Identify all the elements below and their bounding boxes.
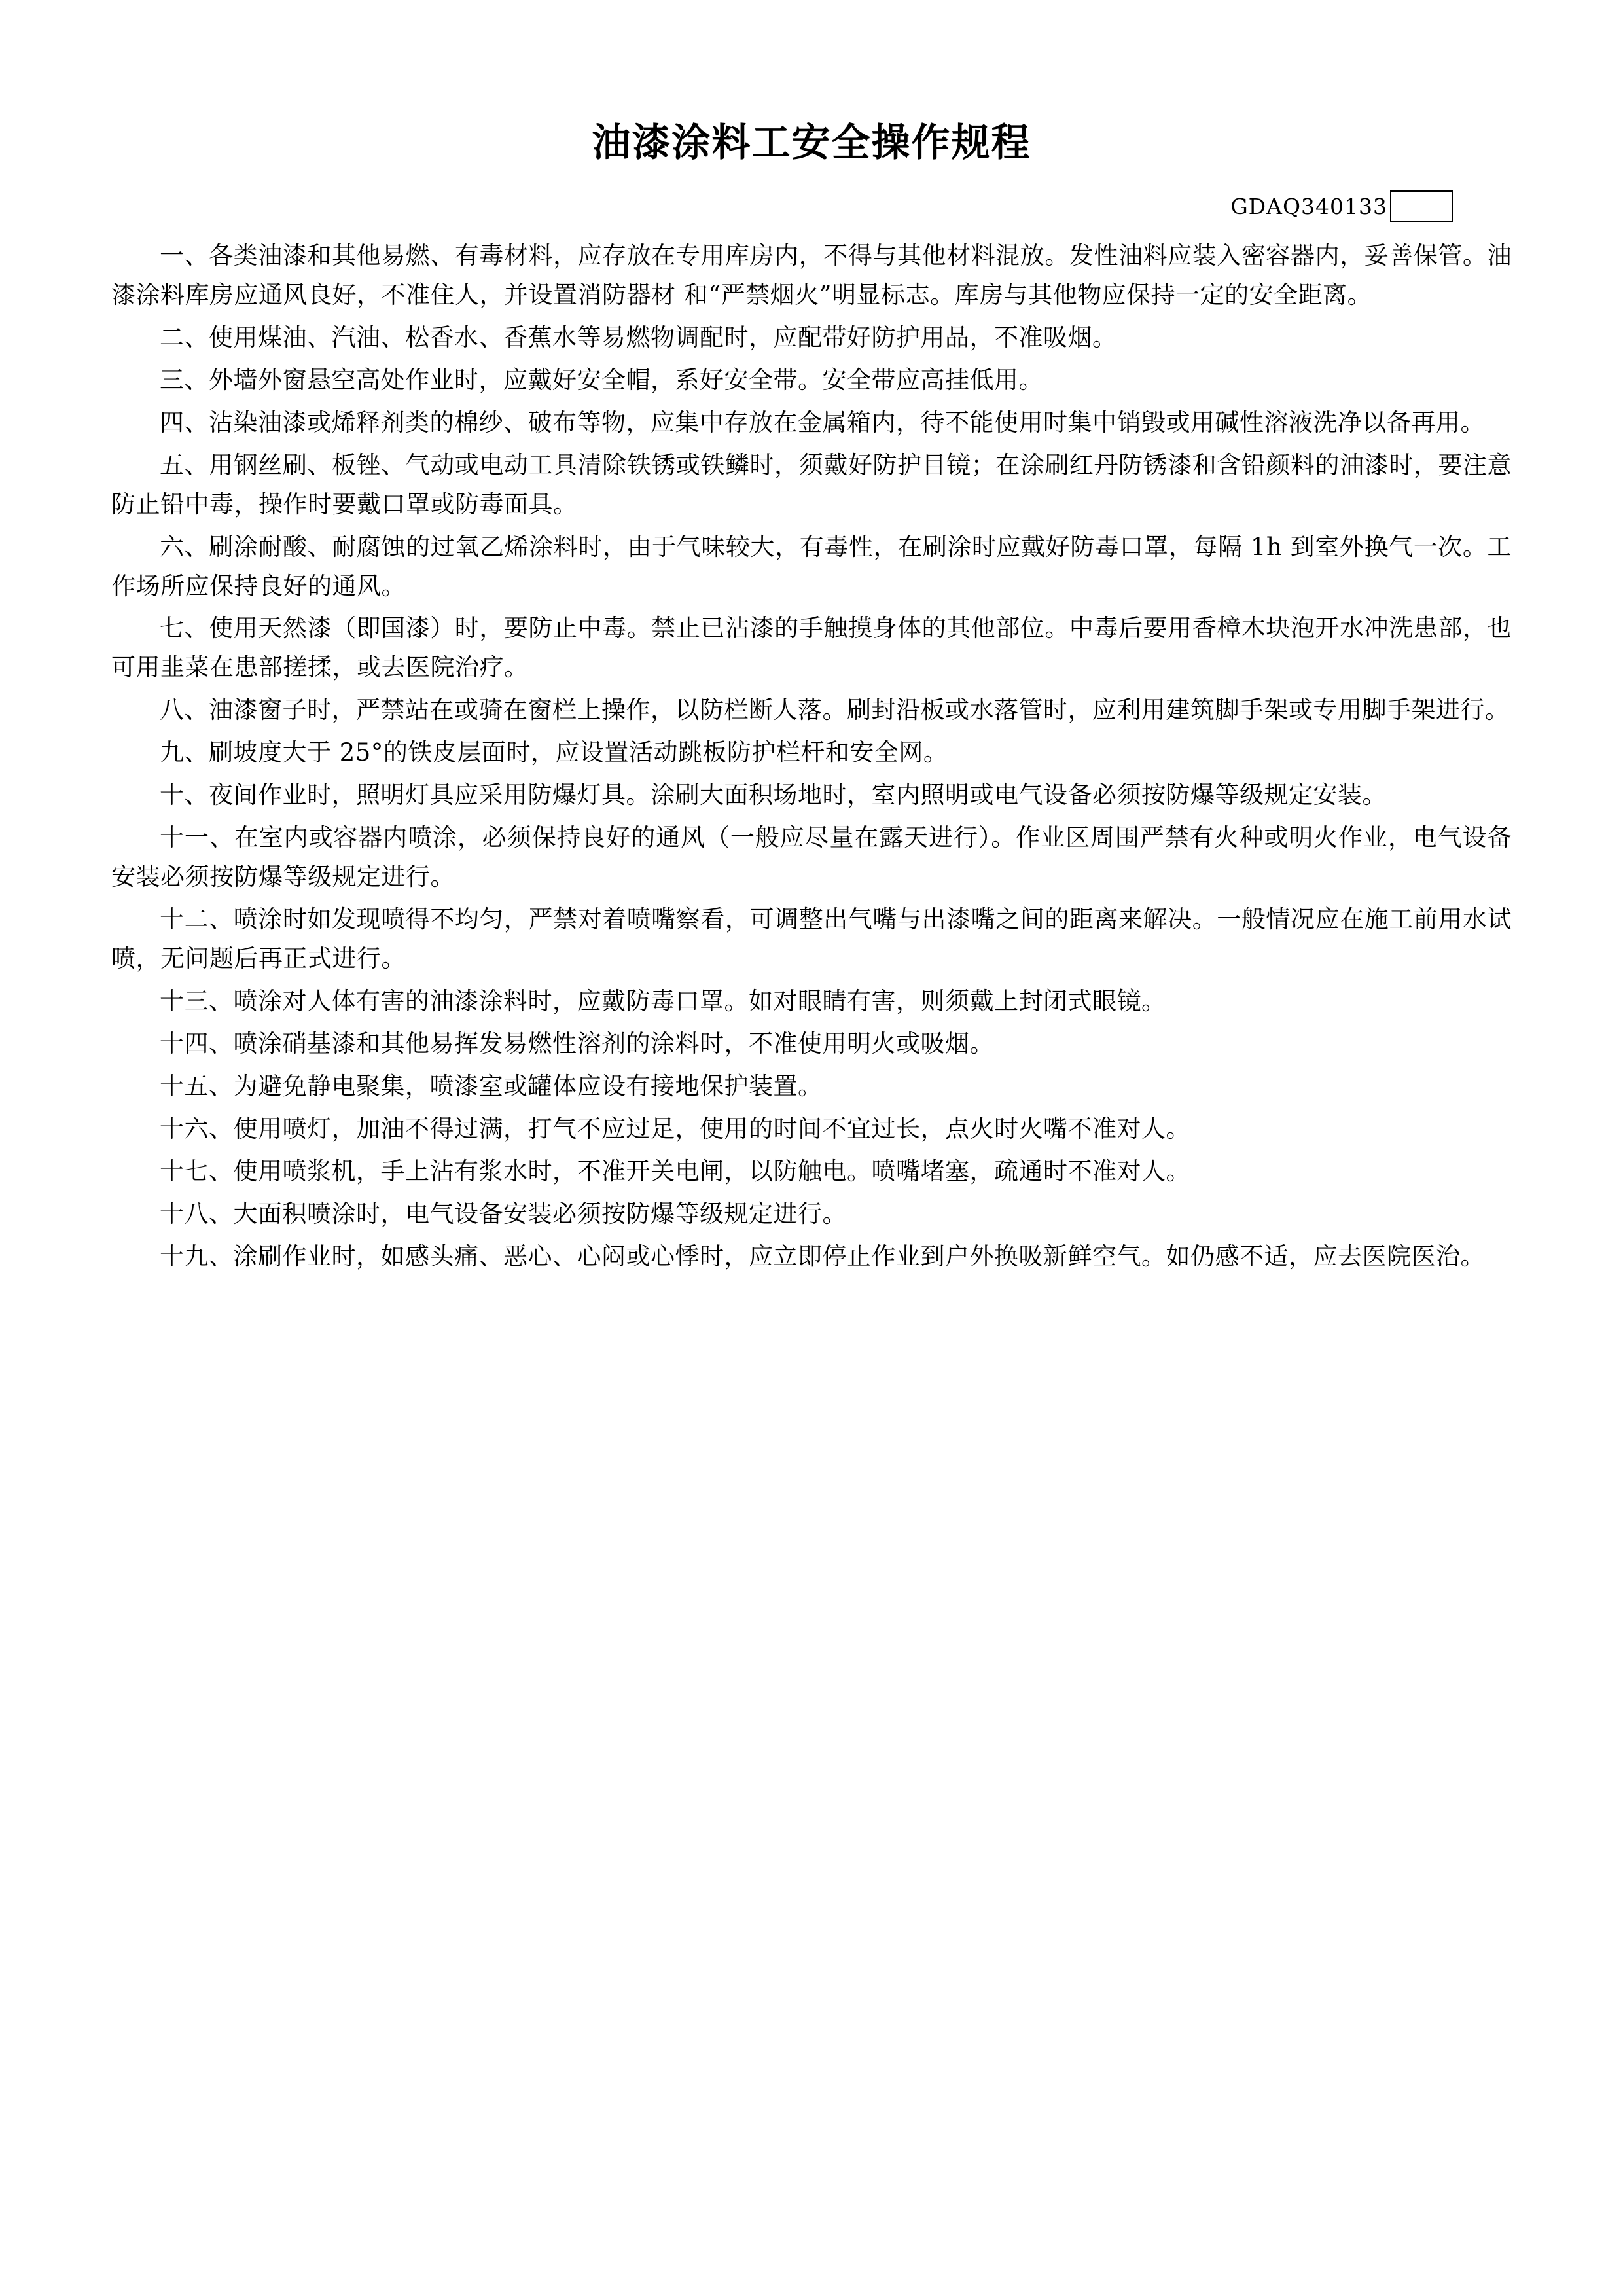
clause-paragraph: 十五、为避免静电聚集，喷漆室或罐体应设有接地保护装置。 bbox=[160, 1071, 823, 1100]
clause-paragraph: 十、夜间作业时，照明灯具应采用防爆灯具。涂刷大面积场地时，室内照明或电气设备必须按防爆等级规定安装。 bbox=[160, 781, 1387, 810]
clause-paragraph: 二、使用煤油、汽油、松香水、香蕉水等易燃物调配时，应配带好防护用品，不准吸烟。 bbox=[160, 323, 1117, 351]
clause-paragraph: 七、使用天然漆（即国漆）时，要防止中毒。禁止已沾漆的手触摸身体的其他部位。中毒后要用香樟木块泡开水冲洗患部，也可用韭菜在患部搓揉，或去医院治疗。 bbox=[111, 614, 1512, 682]
clause-paragraph: 十四、喷涂硝基漆和其他易挥发易燃性溶剂的涂料时，不准使用明火或吸烟。 bbox=[160, 1029, 994, 1058]
clause-paragraph: 十八、大面积喷涂时，电气设备安装必须按防爆等级规定进行。 bbox=[160, 1199, 847, 1228]
clause-paragraph: 五、用钢丝刷、板锉、气动或电动工具清除铁锈或铁鳞时，须戴好防护目镜；在涂刷红丹防锈漆和含铅颜料的油漆时，要注意防止铅中毒，操作时要戴口罩或防毒面具。 bbox=[111, 450, 1512, 518]
document-body bbox=[111, 236, 1512, 1276]
clause-paragraph: 十七、使用喷浆机，手上沾有浆水时，不准开关电闸，以防触电。喷嘴堵塞，疏通时不准对人。 bbox=[160, 1157, 1190, 1185]
clause-paragraph: 六、刷涂耐酸、耐腐蚀的过氧乙烯涂料时，由于气味较大，有毒性，在刷涂时应戴好防毒口罩，每隔 1h 到室外换气一次。工作场所应保持良好的通风。 bbox=[111, 532, 1512, 600]
clause-paragraph: 三、外墙外窗悬空高处作业时，应戴好安全帽，系好安全带。安全带应高挂低用。 bbox=[160, 365, 1043, 394]
clause-paragraph: 十二、喷涂时如发现喷得不均匀，严禁对着喷嘴察看，可调整出气嘴与出漆嘴之间的距离来解决。一般情况应在施工前用水试喷，无问题后再正式进行。 bbox=[111, 905, 1512, 973]
clause-paragraph: 一、各类油漆和其他易燃、有毒材料，应存放在专用库房内，不得与其他材料混放。发性油料应装入密容器内，妥善保管。油漆涂料库房应通风良好，不准住人，并设置消防器材 和“严禁烟火”明显标志。库房与其他物应保持一定的安全距离。 bbox=[111, 242, 1512, 309]
clause-paragraph: 十九、涂刷作业时，如感头痛、恶心、心闷或心悸时，应立即停止作业到户外换吸新鲜空气。如仍感不适，应去医院医治。 bbox=[160, 1242, 1485, 1270]
clause-paragraph: 十三、喷涂对人体有害的油漆涂料时，应戴防毒口罩。如对眼睛有害，则须戴上封闭式眼镜。 bbox=[160, 986, 1166, 1015]
page-title: 油漆涂料工安全操作规程 bbox=[592, 120, 1031, 165]
document-code: GDAQ340133 bbox=[1230, 193, 1387, 219]
clause-paragraph: 九、刷坡度大于 25°的铁皮层面时，应设置活动跳板防护栏杆和安全网。 bbox=[160, 738, 948, 767]
clause-paragraph: 八、油漆窗子时，严禁站在或骑在窗栏上操作，以防栏断人落。刷封沿板或水落管时，应利用建筑脚手架或专用脚手架进行。 bbox=[160, 696, 1510, 725]
document-code-row bbox=[111, 190, 1453, 222]
document-code-box[interactable] bbox=[1390, 190, 1453, 222]
clause-paragraph: 十一、在室内或容器内喷涂，必须保持良好的通风（一般应尽量在露天进行）。作业区周围严禁有火种或明火作业，电气设备安装必须按防爆等级规定进行。 bbox=[111, 823, 1512, 891]
clause-paragraph: 十六、使用喷灯，加油不得过满，打气不应过足，使用的时间不宜过长，点火时火嘴不准对人。 bbox=[160, 1114, 1190, 1143]
clause-paragraph: 四、沾染油漆或烯释剂类的棉纱、破布等物，应集中存放在金属箱内，待不能使用时集中销毁或用碱性溶液洗净以备再用。 bbox=[160, 408, 1485, 437]
